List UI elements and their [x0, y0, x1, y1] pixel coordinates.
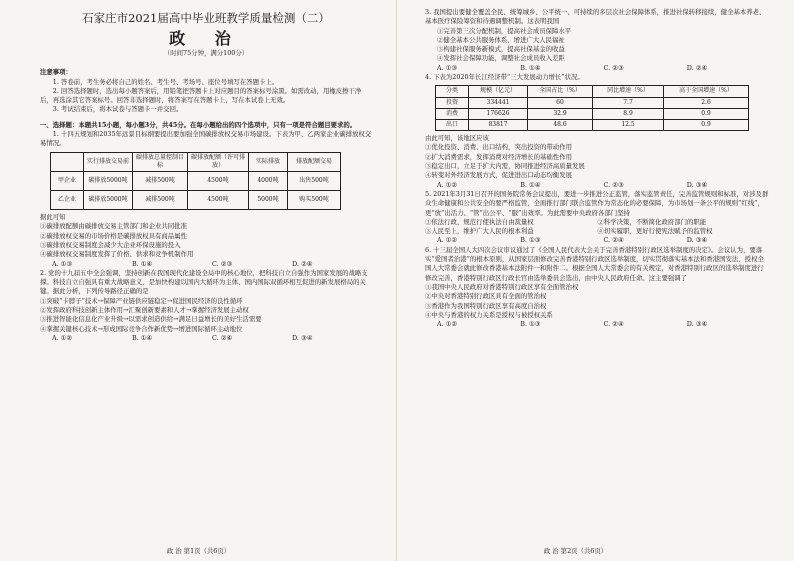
- question-6-options: [425, 320, 770, 329]
- answer-option: B. ①③: [520, 236, 541, 245]
- table-cell: 甲企业: [51, 172, 84, 191]
- question-1-options: [40, 260, 372, 269]
- table-row: [51, 172, 341, 191]
- answer-option: B. ①④: [520, 63, 541, 72]
- statement-item: ①我国中央人民政府对香港特别行政区享有全面管治权: [425, 282, 579, 291]
- table-cell: 60: [528, 97, 593, 108]
- statement-item: ②科学决策，不断简化政府部门的职能: [597, 217, 707, 226]
- statement-item: ③构建社保服务新模式，提高社保基金的收益: [437, 45, 565, 54]
- page-1-column: [40, 8, 372, 343]
- exam-page-2: [397, 0, 794, 561]
- statement-item: ③稳定出口，立足于扩大内需，协同推进经济高质量发展: [425, 162, 585, 171]
- subject-heading: 政 治: [169, 29, 243, 48]
- answer-option: A. ①②: [437, 236, 458, 245]
- answer-option: C. ②③: [212, 259, 233, 268]
- answer-option: B. ①④: [132, 333, 153, 342]
- answer-option: A. ①②: [437, 180, 458, 189]
- table-header-cell: 分类: [436, 86, 469, 97]
- table-header-cell: 实际排放: [249, 152, 288, 171]
- page-1-footer: 政 治 第1页（共6页）: [166, 547, 231, 555]
- growth-drivers-table: [435, 85, 749, 131]
- question-6-stem: 6. 十三届全国人大四次会议审议通过了《全国人民代表大会关于完善香港特别行政区选举制度的决定》。会议认为，要落实“爱国者治港”的根本原则，从国家层面修改完善香港特别行政区选举制度，切实贯彻落实基本法和香港国安法，授权全国人大常委会就此修改香港基本法附件一和附件二。根据全国人大常委会的有关规定，对香港特别行政区的选举制度进行修改完善，香港特别行政区行政长官由选举委员会选出，由中央人民政府任命。这主要强调了: [425, 245, 764, 282]
- statement-item: ④掌握关键核心技术→形成国际竞争合作新优势→增进国际循环主动地位: [40, 324, 243, 333]
- statement-item: ④切实履职，更好行使宪法赋予的监管权: [597, 227, 713, 236]
- statement-item: ②扩大消费需求，发挥消费对经济增长的基础性作用: [425, 152, 572, 161]
- notice-heading: 注意事项：: [40, 68, 72, 77]
- statement-item: ①优化投资、消费、出口结构，突出投资的带动作用: [425, 143, 572, 152]
- page-2-footer: 政 治 第2页（共6页）: [543, 547, 608, 555]
- statement-item: ③香港作为我国特别行政区享有高度自治权: [425, 301, 547, 310]
- table-header-cell: 碳排放总量控制目标: [133, 152, 188, 171]
- question-3-stem: 3. 我国提出要健全覆盖全民、统筹城乡、公平统一、可持续的多层次社会保障体系，推进社保转移接续，健全基本养老、基本医疗保险筹资和待遇调整机制。这表明我国: [425, 8, 766, 26]
- statement-item: ②发挥政府科技创新主体作用→汇聚创新要素和人才→掌握经济发展主动权: [40, 306, 249, 315]
- table-cell: 7.7: [593, 97, 664, 108]
- answer-option: B. ①④: [132, 259, 153, 268]
- table-header-row: [51, 152, 341, 171]
- table-header-cell: 规模（亿元）: [469, 86, 528, 97]
- answer-option: B. ①④: [520, 180, 541, 189]
- statement-item: ①依法行政，规范行使执法自由裁量权: [425, 217, 534, 226]
- answer-option: B. ①③: [520, 320, 541, 329]
- question-3-options: [425, 64, 770, 73]
- table-cell: 48.6: [528, 119, 593, 130]
- question-4-stem: 4. 下表为2020年长江经济带“三大发展动力增长”状况。: [425, 73, 584, 82]
- table-cell: 投资: [436, 97, 469, 108]
- carbon-trading-table: [50, 152, 341, 210]
- answer-option: A. ①②: [437, 320, 458, 329]
- question-5-stem: 5. 2021年3月31日召开的国务院常务会议提出，要进一步推进公正监管，落实监管责任，完善监管规则和标准，对涉及群众生命健康和公共安全的要严格监管，全面推行部门联合监管作为常态化的必要保障，为市场划一条公平的规则“红线”，更“放”出活力、“管”出公平、“服”出效率。为此需要中央政府各部门坚持: [425, 189, 769, 217]
- statement-item: ①碳排放配额由碳排放交易主管部门和企业共同批准: [40, 222, 187, 231]
- time-note: （时间75分钟，满分100分）: [163, 49, 249, 57]
- answer-option: D. ③④: [686, 320, 708, 329]
- table-header-cell: 实行排放交易前: [84, 152, 133, 171]
- answer-option: C. ②④: [212, 333, 233, 342]
- table-cell: 334441: [469, 97, 528, 108]
- table-cell: 12.5: [593, 119, 664, 130]
- table-header-cell: 全国占比（%）: [528, 86, 593, 97]
- table-row: [436, 97, 749, 108]
- table-cell: 0.9: [664, 108, 749, 119]
- question-1-stem: 1. 十四五规划和2035年远景目标纲要提出要加强全国碳排放权交易市场建设。下表为甲、乙两家企业碳排放权交易情况。: [40, 130, 372, 148]
- question-5-items-row-1: [425, 218, 770, 227]
- table-cell: 乙企业: [51, 191, 84, 210]
- statement-item: ④碳排放权交易制度发挥了价格、供求和竞争机制作用: [40, 250, 194, 259]
- table-cell: 2.6: [664, 97, 749, 108]
- question-2-stem: 2. 党的十九届五中全会强调，坚持创新在我国现代化建设全局中的核心地位，把科技自立自强作为国家发展的战略支撑。科技自立自强具有重大战略意义，是加快构建以国内大循环为主体、国内国际双循环相互促进的新发展格局的关键。据此分析，下列传导路径正确的是: [40, 268, 368, 296]
- answer-option: C. ②③: [603, 63, 624, 72]
- table-header-cell: 排放配额交易: [288, 152, 341, 171]
- answer-option: A. ①③: [52, 259, 73, 268]
- answer-option: A. ①②: [52, 333, 73, 342]
- table-cell: 8.9: [593, 108, 664, 119]
- table-cell: 4500吨: [188, 191, 249, 210]
- table-cell: 4500吨: [188, 172, 249, 191]
- table-cell: 32.9: [528, 108, 593, 119]
- table-cell: 5000吨: [249, 191, 288, 210]
- table-header-row: [436, 86, 749, 97]
- statement-item: ④发挥社会保障功能，调整社会成员收入差距: [437, 54, 565, 63]
- table-cell: 减排500吨: [133, 172, 188, 191]
- statement-item: ①完善第三次分配机制，提高社会成员保障水平: [437, 26, 572, 35]
- answer-option: D. ③④: [686, 180, 708, 189]
- answer-option: C. ②④: [603, 320, 624, 329]
- question-5-options: [425, 236, 770, 245]
- question-1-prompt: 据此可知: [40, 213, 66, 222]
- question-2-options: [40, 334, 372, 343]
- exam-title: 石家庄市2021届高中毕业班教学质量检测（二）: [82, 11, 330, 25]
- notice-item: 3. 考试结束后，将本试卷与答题卡一并交回。: [52, 105, 183, 114]
- table-cell: 4000吨: [249, 172, 288, 191]
- page-2-column: [425, 8, 770, 329]
- table-cell: 176626: [469, 108, 528, 119]
- statement-item: ②健全基本公共服务体系，增进广大人民福祉: [437, 35, 565, 44]
- table-row: [51, 191, 341, 210]
- answer-option: D. ③④: [292, 333, 313, 342]
- statement-item: ④转变对外经济发展方式，促进进出口动态均衡发展: [425, 171, 572, 180]
- question-4-prompt: 由此可知，该地区应该: [425, 134, 489, 143]
- table-cell: 0.9: [664, 119, 749, 130]
- statement-item: ②碳排放权交易的市场价格是碳排放权具有商品属性: [40, 231, 187, 240]
- section-heading: 一、选择题：本题共15小题，每小题3分，共45分。在每小题给出的四个选项中，只有一项是符合题目要求的。: [40, 120, 357, 129]
- notice-item: 1. 答卷前，考生务必将自己的姓名、考生号、考场号、座位号填写在答题卡上。: [52, 77, 279, 86]
- table-header-cell: 高于全国增速（%）: [664, 86, 749, 97]
- answer-option: C. ②④: [603, 236, 624, 245]
- answer-option: D. ③④: [686, 236, 708, 245]
- statement-item: ④中央与香港的权力关系是授权与被授权关系: [425, 310, 553, 319]
- table-row: [436, 119, 749, 130]
- table-header-cell: [51, 152, 84, 171]
- question-5-items-row-2: [425, 227, 770, 236]
- table-cell: 碳排放5000吨: [84, 191, 133, 210]
- table-row: [436, 108, 749, 119]
- answer-option: C. ②③: [603, 180, 624, 189]
- table-header-cell: 碳排放配额（许可排放）: [188, 152, 249, 171]
- statement-item: ②中央对香港特别行政区具有全面的管治权: [425, 292, 547, 301]
- statement-item: ①突破“卡脖子”技术→保障产业链供应链稳定→促进国民经济的良性循环: [40, 296, 243, 305]
- table-cell: 购买500吨: [288, 191, 341, 210]
- table-cell: 消费: [436, 108, 469, 119]
- statement-item: ③人民至上，维护广大人民的根本利益: [425, 227, 534, 236]
- table-cell: 出口: [436, 119, 469, 130]
- table-cell: 减排500吨: [133, 191, 188, 210]
- table-cell: 83817: [469, 119, 528, 130]
- statement-item: ③推进智能化信息化产业升级→以需求创造供给→满足日益增长的美好生活需要: [40, 315, 262, 324]
- table-header-cell: 同比增速（%）: [593, 86, 664, 97]
- answer-option: D. ②④: [292, 259, 313, 268]
- table-cell: 碳排放5000吨: [84, 172, 133, 191]
- table-cell: 出售500吨: [288, 172, 341, 191]
- statement-item: ③碳排放权交易制度会减少大企业环保设施的投入: [40, 240, 181, 249]
- notice-item: 2. 回答选择题时，选出每小题答案后，用铅笔把答题卡上对应题目的答案标号涂黑。如需改动，用橡皮擦干净后，再选涂其它答案标号。回答非选择题时，将答案写在答题卡上，写在本试卷上无效。: [40, 86, 362, 105]
- question-4-options: [425, 181, 770, 190]
- answer-option: A. ①③: [437, 63, 458, 72]
- answer-option: D. ②④: [686, 63, 708, 72]
